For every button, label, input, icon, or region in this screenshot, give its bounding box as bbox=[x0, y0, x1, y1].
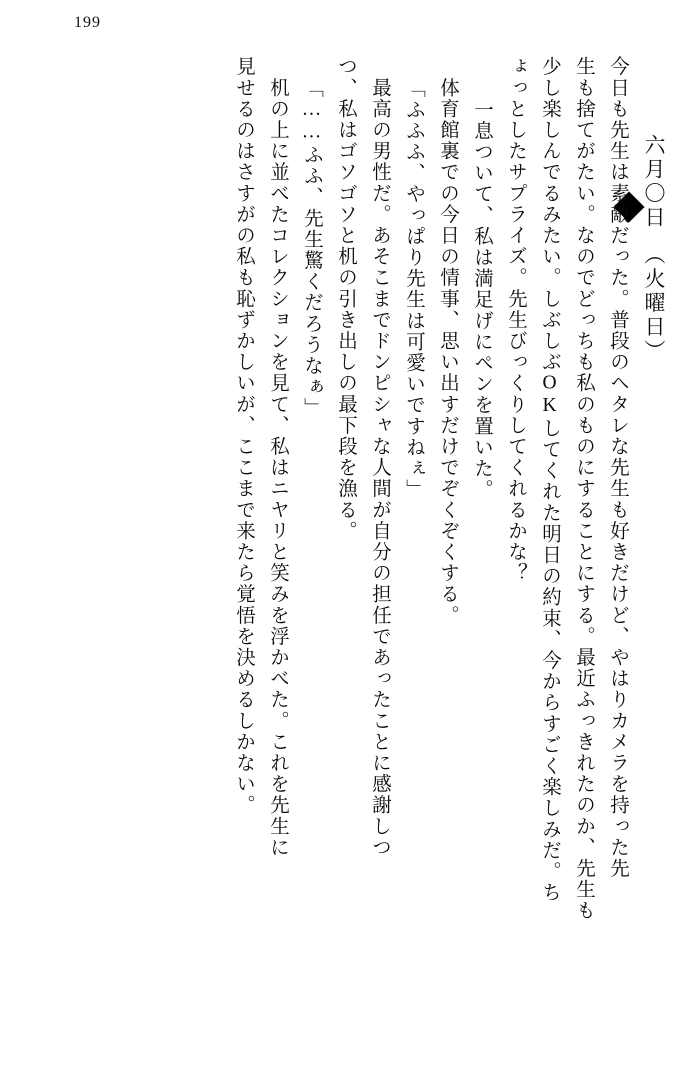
text-column: つ、私はゴソゴソと机の引き出しの最下段を漁る。 bbox=[335, 56, 356, 542]
date-heading: 六月〇日 （火曜日） bbox=[642, 134, 666, 364]
text-column: 見せるのはさすがの私も恥ずかしいが、ここまで来たら覚悟を決めるしかない。 bbox=[233, 56, 254, 816]
text-column: 机の上に並べたコレクションを見て、私はニヤリと笑みを浮かべた。これを先生に bbox=[267, 56, 288, 858]
text-column: 「ふふふ、やっぱり先生は可愛いですねぇ」 bbox=[403, 78, 424, 500]
text-column: 体育館裏での今日の情事、思い出すだけでぞくぞくする。 bbox=[437, 56, 458, 626]
text-column: 今日も先生は素敵だった。普段のヘタレな先生も好きだけど、やはりカメラを持った先 bbox=[607, 56, 628, 879]
text-column: 最高の男性だ。あそこまでドンピシャな人間が自分の担任であったことに感謝しつ bbox=[369, 56, 390, 858]
page-number: 199 bbox=[74, 14, 101, 31]
text-column: ょっとしたサプライズ。先生びっくりしてくれるかな？ bbox=[505, 56, 526, 584]
text-column: 「……ふふ、先生驚くだろうなぁ」 bbox=[301, 78, 322, 419]
text-column: 生も捨てがたい。なのでどっちも私のものにすることにする。最近ふっきれたのか、先生も bbox=[573, 56, 594, 922]
text-column: 一息ついて、私は満足げにペンを置いた。 bbox=[471, 78, 492, 500]
text-column: 少し楽しんでるみたい。しぶしぶOKしてくれた明日の約束、今からすごく楽しみだ。ち bbox=[539, 56, 560, 903]
vertical-text-body bbox=[40, 56, 664, 1010]
